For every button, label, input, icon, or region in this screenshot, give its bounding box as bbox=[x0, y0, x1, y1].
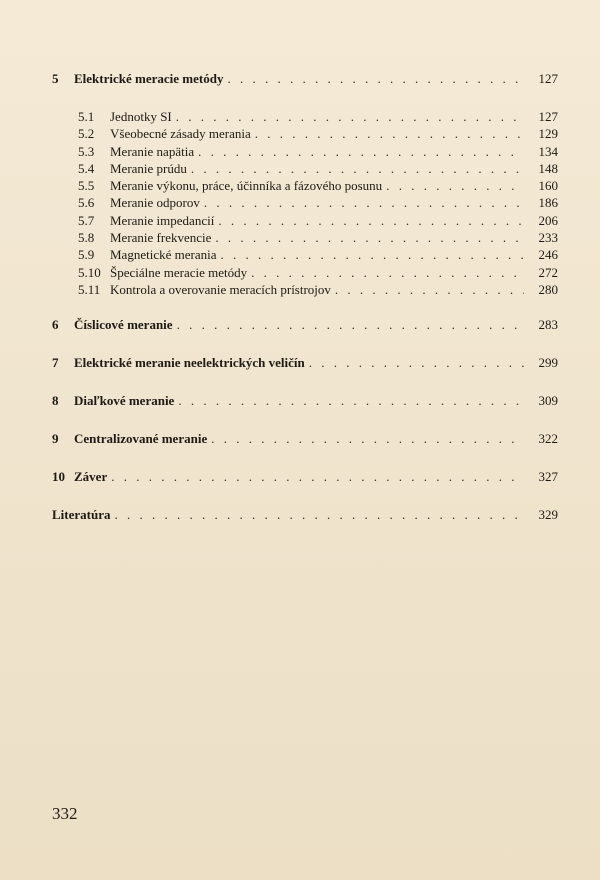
toc-page: 186 bbox=[538, 195, 558, 211]
toc-page: 206 bbox=[538, 212, 558, 228]
toc-section-5-9 bbox=[52, 246, 558, 263]
toc-title: Meranie odporov bbox=[110, 195, 200, 211]
toc-page: 309 bbox=[538, 393, 558, 409]
dot-leader bbox=[204, 194, 524, 211]
toc-section-5-5 bbox=[52, 177, 558, 194]
toc-number: 5.7 bbox=[78, 212, 95, 228]
toc-title: Magnetické merania bbox=[110, 247, 217, 263]
toc-title: Číslicové meranie bbox=[74, 317, 173, 333]
toc-number: 5.3 bbox=[78, 143, 95, 159]
dot-leader bbox=[178, 390, 524, 412]
toc-number: 5.9 bbox=[78, 247, 95, 263]
toc-number: 5.2 bbox=[78, 126, 95, 142]
toc-section-5-7 bbox=[52, 212, 558, 229]
toc-page: 272 bbox=[538, 264, 558, 280]
toc-chapter-8 bbox=[52, 390, 558, 412]
dot-leader bbox=[335, 281, 524, 298]
dot-leader bbox=[177, 314, 524, 336]
dot-leader bbox=[309, 352, 524, 374]
dot-leader bbox=[176, 108, 524, 125]
toc-page: 327 bbox=[538, 469, 558, 485]
toc-section-5-11 bbox=[52, 281, 558, 298]
dot-leader bbox=[251, 264, 524, 281]
toc-number: 10 bbox=[52, 469, 65, 485]
toc-chapter-6 bbox=[52, 314, 558, 336]
toc-page: 134 bbox=[538, 143, 558, 159]
toc-number: 5 bbox=[52, 71, 59, 86]
toc-section-5-4 bbox=[52, 160, 558, 177]
toc-section-5-10 bbox=[52, 264, 558, 281]
table-of-contents bbox=[52, 68, 558, 526]
dot-leader bbox=[386, 177, 524, 194]
toc-title: Jednotky SI bbox=[110, 109, 172, 124]
toc-number: 9 bbox=[52, 431, 59, 447]
toc-number: 5.8 bbox=[78, 230, 95, 246]
toc-section-5-8 bbox=[52, 229, 558, 246]
dot-leader bbox=[227, 68, 524, 90]
toc-page: 280 bbox=[538, 281, 558, 297]
toc-number: 5.11 bbox=[78, 281, 101, 297]
toc-section-5-2 bbox=[52, 125, 558, 142]
toc-number: 6 bbox=[52, 317, 59, 333]
toc-title: Všeobecné zásady merania bbox=[110, 126, 251, 142]
toc-title: Meranie napätia bbox=[110, 143, 195, 159]
toc-title: Elektrické meracie metódy bbox=[74, 71, 224, 86]
toc-title: Diaľkové meranie bbox=[74, 393, 175, 409]
toc-page: 246 bbox=[538, 247, 558, 263]
toc-page: 127 bbox=[538, 71, 558, 86]
dot-leader bbox=[114, 504, 524, 526]
toc-number: 5.1 bbox=[78, 109, 95, 124]
toc-page: 283 bbox=[538, 317, 558, 333]
toc-chapter-5 bbox=[52, 68, 558, 90]
dot-leader bbox=[111, 466, 524, 488]
toc-page: 329 bbox=[538, 507, 558, 523]
toc-title: Špeciálne meracie metódy bbox=[110, 264, 248, 280]
toc-chapter-9 bbox=[52, 428, 558, 450]
toc-number: 8 bbox=[52, 393, 59, 409]
toc-number: 5.4 bbox=[78, 160, 95, 176]
toc-literature bbox=[52, 504, 558, 526]
toc-section-5-3 bbox=[52, 143, 558, 160]
toc-page: 322 bbox=[538, 431, 558, 447]
toc-chapter-7 bbox=[52, 352, 558, 374]
page-number: 332 bbox=[52, 804, 78, 823]
toc-number: 5.6 bbox=[78, 195, 95, 211]
toc-number: 7 bbox=[52, 355, 59, 371]
dot-leader bbox=[220, 246, 524, 263]
toc-page: 160 bbox=[538, 178, 558, 194]
toc-title: Centralizované meranie bbox=[74, 431, 208, 447]
dot-leader bbox=[191, 160, 524, 177]
dot-leader bbox=[211, 428, 524, 450]
toc-chapter-10 bbox=[52, 466, 558, 488]
toc-page: 127 bbox=[538, 109, 558, 124]
toc-title: Kontrola a overovanie meracích prístrojov bbox=[110, 281, 331, 297]
toc-title: Meranie frekvencie bbox=[110, 230, 212, 246]
dot-leader bbox=[215, 229, 524, 246]
toc-page: 233 bbox=[538, 230, 558, 246]
toc-title: Literatúra bbox=[52, 507, 111, 523]
toc-page: 129 bbox=[538, 126, 558, 142]
toc-number: 5.5 bbox=[78, 178, 95, 194]
toc-page: 148 bbox=[538, 160, 558, 176]
dot-leader bbox=[198, 143, 524, 160]
toc-section-5-6 bbox=[52, 194, 558, 211]
dot-leader bbox=[255, 125, 524, 142]
toc-title: Záver bbox=[74, 469, 108, 485]
toc-number: 5.10 bbox=[78, 264, 101, 280]
toc-title: Meranie výkonu, práce, účinníka a fázového posunu bbox=[110, 178, 383, 194]
toc-title: Meranie impedancií bbox=[110, 212, 215, 228]
dot-leader bbox=[218, 212, 524, 229]
toc-title: Elektrické meranie neelektrických veličín bbox=[74, 355, 305, 371]
toc-title: Meranie prúdu bbox=[110, 160, 187, 176]
toc-section-5-1 bbox=[52, 108, 558, 125]
toc-page: 299 bbox=[538, 355, 558, 371]
